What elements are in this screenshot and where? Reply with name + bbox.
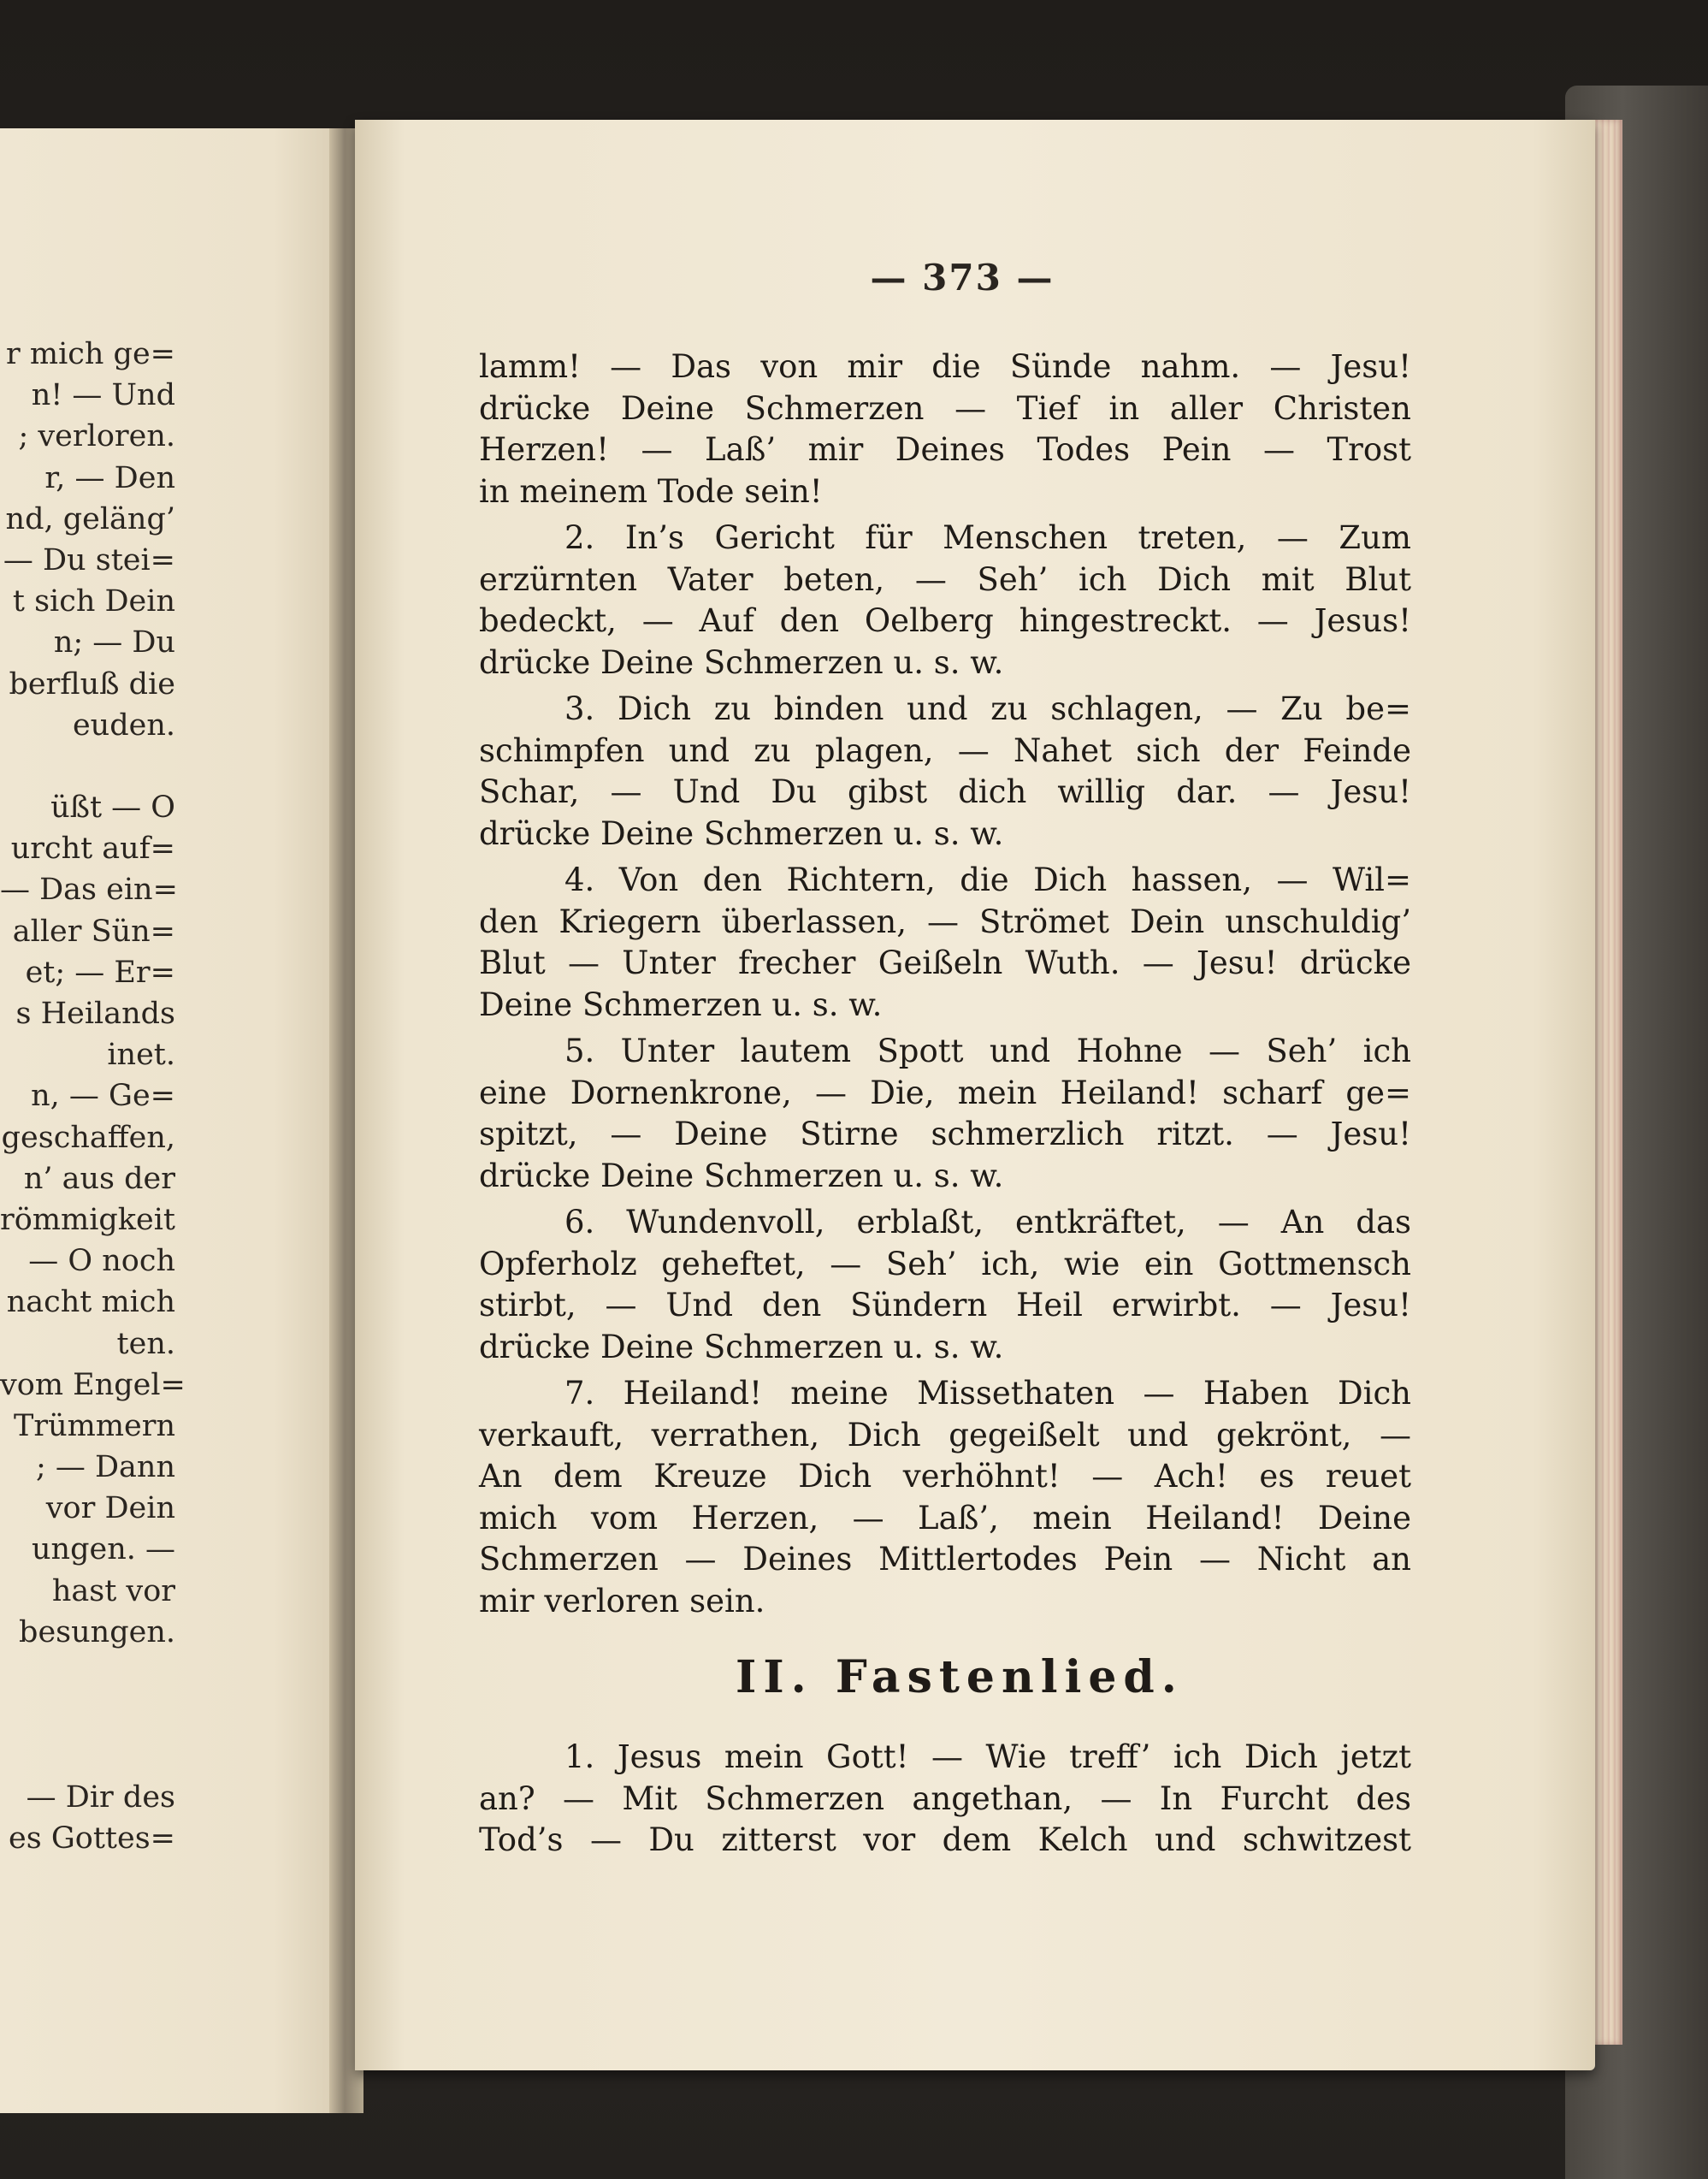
verse-line: 4. Von den Richtern, die Dich hassen, — Wil= [564,862,1411,898]
left-page-line: hast vor [51,1573,175,1608]
verse-line: verkauft, verrathen, Dich gegeißelt und gekrönt, — [479,1416,1411,1454]
left-page-line: nd, geläng’ [5,501,175,536]
left-page-line: euden. [72,708,175,743]
left-page-line: r mich ge= [6,337,175,371]
left-page-line: nacht mich [6,1285,175,1320]
left-page-line: n! — Und [31,378,175,413]
verse-line: spitzt, — Deine Stirne schmerzlich ritzt. — Jesu! [479,1116,1411,1152]
verse-line: drücke Deine Schmerzen u. s. w. [479,1328,1004,1365]
verse-line: stirbt, — Und den Sündern Heil erwirbt. — Jesu! [479,1287,1411,1323]
verse-line: erzürnten Vater beten, — Seh’ ich Dich mit Blut [479,560,1411,598]
verse-paragraph [479,689,1411,855]
left-page-line: inet. [107,1038,175,1073]
verse-line: 7. Heiland! meine Missethaten — Haben Dich [564,1375,1411,1412]
verse-line: in meinem Tode sein! [479,472,823,510]
left-page-line: — Dir des [26,1779,175,1815]
left-page-line: — Das ein= [0,873,178,908]
left-page-line: aller Sün= [12,914,175,949]
left-page-line: ; — Dann [35,1450,175,1485]
section-title: II. Fastenlied. [736,1651,1184,1703]
left-page-line [0,1735,175,1776]
verse-line: drücke Deine Schmerzen — Tief in aller Christen [479,389,1411,427]
verse-line: lamm! — Das von mir die Sünde nahm. — Jesu! [479,348,1411,385]
section-body [479,1737,1411,1862]
left-page-line: n’ aus der [23,1161,175,1196]
verse-line: Opferholz geheftet, — Seh’ ich, wie ein Gottmensch [479,1245,1411,1282]
left-page-line: s Heilands [15,997,175,1031]
left-page-line: ; verloren. [18,419,175,454]
verse-line: Herzen! — Laß’ mir Deines Todes Pein — Trost [479,431,1411,468]
verse-line: Deine Schmerzen u. s. w. [479,986,883,1023]
verse-line: Blut — Unter frecher Geißeln Wuth. — Jesu! drücke [479,944,1411,981]
left-page-line: t sich Dein [12,584,175,619]
left-page-line: r, — Den [44,460,175,495]
verse-line: schimpfen und zu plagen, — Nahet sich der Feinde [479,731,1411,769]
left-page-line [0,746,175,787]
verse-line: An dem Kreuze Dich verhöhnt! — Ach! es reuet [479,1458,1411,1495]
verse-line: drücke Deine Schmerzen u. s. w. [479,1157,1004,1194]
verse-paragraph [479,1373,1411,1622]
left-page-line [0,1694,175,1735]
verse-line: 5. Unter lautem Spott und Hohne — Seh’ ich [564,1033,1411,1069]
left-page-line: et; — Er= [25,955,175,990]
left-page-line [0,1653,175,1694]
section-line: Tod’s — Du zitterst vor dem Kelch und schwitzest [479,1821,1411,1858]
verse-line: 6. Wundenvoll, erblaßt, entkräftet, — An das [564,1204,1411,1240]
left-page-line: berfluß die [9,666,175,702]
verse-line: Schar, — Und Du gibst dich willig dar. — Jesu! [479,773,1411,810]
left-page-line: ungen. — [32,1532,175,1567]
verse-paragraph [479,346,1411,512]
left-page-line: n; — Du [53,625,175,660]
verse-line: bedeckt, — Auf den Oelberg hingestreckt. — Jesus! [479,602,1411,639]
left-page-line: besungen. [19,1614,175,1649]
left-page-line: vom Engel= [0,1367,186,1402]
page-number: — 373 — [870,257,1055,299]
left-page-line: es Gottes= [9,1821,175,1856]
right-page-body [479,346,1411,1627]
verse-line: mich vom Herzen, — Laß’, mein Heiland! Deine [479,1499,1411,1537]
left-page-line: vor Dein [45,1491,175,1526]
verse-paragraph [479,1031,1411,1197]
left-page-line: Trümmern [14,1408,175,1443]
left-page-line: urcht auf= [10,832,175,867]
section-line: an? — Mit Schmerzen angethan, — In Furcht des [479,1779,1411,1817]
left-page-line: — O noch [28,1244,175,1279]
left-page-line: n, — Ge= [31,1079,175,1114]
section-line: 1. Jesus mein Gott! — Wie treff’ ich Dich jetzt [564,1738,1411,1775]
left-page-line: geschaffen, [1,1120,175,1155]
left-page-line: üßt — O [50,790,175,826]
verse-line: drücke Deine Schmerzen u. s. w. [479,643,1004,681]
verse-paragraph [479,1202,1411,1368]
verse-line: den Kriegern überlassen, — Strömet Dein unschuldig’ [479,903,1411,940]
verse-line: drücke Deine Schmerzen u. s. w. [479,814,1004,852]
left-page-line: römmigkeit [0,1202,175,1237]
verse-line: mir verloren sein. [479,1582,765,1619]
verse-line: Schmerzen — Deines Mittlertodes Pein — Nicht an [479,1541,1411,1578]
left-page-line: ten. [116,1326,175,1361]
left-page-line: — Du stei= [3,542,175,577]
left-page-text [0,334,186,1859]
verse-line: eine Dornenkrone, — Die, mein Heiland! scharf ge= [479,1074,1411,1111]
verse-paragraph [479,518,1411,684]
verse-paragraph [479,860,1411,1026]
verse-line: 2. In’s Gericht für Menschen treten, — Zum [564,519,1411,556]
verse-line: 3. Dich zu binden und zu schlagen, — Zu be= [564,690,1411,727]
